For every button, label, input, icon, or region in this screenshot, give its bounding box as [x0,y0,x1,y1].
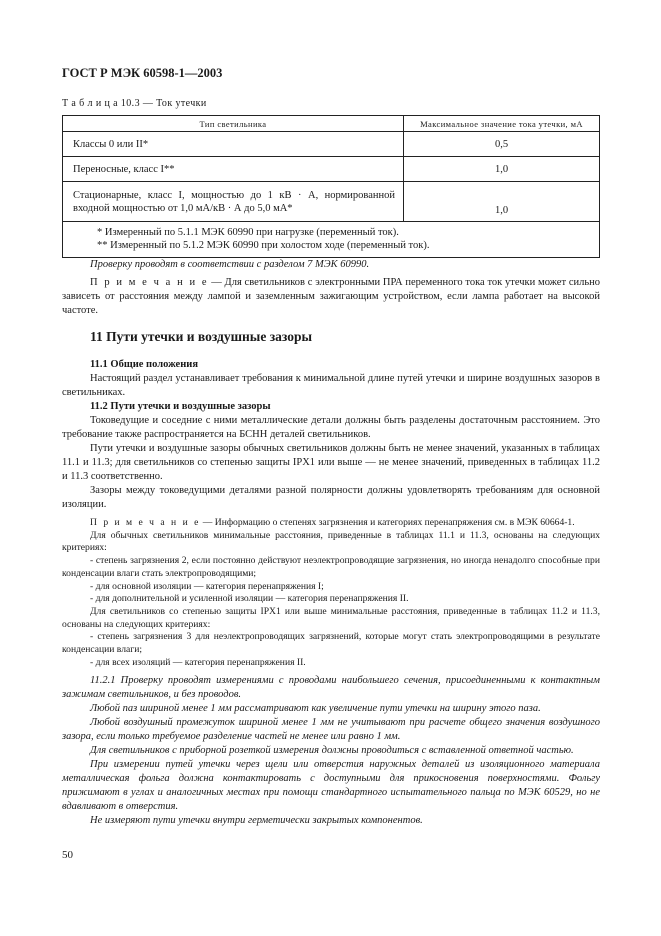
table-header-row [63,116,600,132]
paragraph: Любой паз шириной менее 1 мм рассматривают как увеличение пути утечки на ширину этого паза. [90,703,541,715]
row-value: 1,0 [404,182,600,222]
check-paragraph: Проверку проводят в соответствии с разделом 7 МЭК 60990. [90,259,370,270]
paragraph: Не измеряют пути утечки внутри герметически закрытых компонентов. [90,815,423,827]
row-type: Классы 0 или II* [63,132,404,157]
row-type: Стационарные, класс I, мощностью до 1 кВ · А, нормированной входной мощностью от 1,0 мА/кВ · А до 5,0 мА* [63,182,404,222]
paragraph: - степень загрязнения 3 для неэлектропроводящих загрязнений, которые могут стать электропроводящими в результате конденсации влаги; [62,631,600,656]
paragraph: Токоведущие и соседние с ними металлические детали должны быть разделены достаточным расстоянием. Это требование также распространяется на БСНН деталей светильников. [62,415,600,440]
notes-block [62,517,600,669]
paragraph: Для обычных светильников минимальные расстояния, приведенные в таблицах 11.1 и 11.3, основаны на следующих критериях: [62,529,600,554]
table-caption-text: 10.3 — Ток утечки [120,98,207,109]
row-value: 1,0 [404,157,600,182]
paragraph: Любой воздушный промежуток шириной менее 1 мм не учитывают при расчете общего значения воздушного зазора, если только требуемое разделение частей не менее или равно 1 мм. [62,717,600,743]
note-paragraph [62,276,600,318]
table-footnotes-row [63,222,600,258]
note-text: — Для светильников с электронными ПРА переменного тока ток утечки может сильно зависеть от расстояния между лампой и заземленным зажигающим устройством, если лампа работает на высокой частоте. [62,277,600,316]
page-number: 50 [62,849,73,861]
paragraph: Зазоры между токоведущими деталями разной полярности должны удовлетворять требованиям для основной изоляции. [62,485,600,510]
document-header: ГОСТ Р МЭК 60598-1—2003 [62,66,223,80]
paragraph: - степень загрязнения 2, если постоянно действуют неэлектропроводящие загрязнения, но иногда ненадолго способные при конденсации влаги стать электропроводящими; [62,555,600,579]
note-paragraph [62,517,600,530]
table-caption-label: Т а б л и ц а [62,98,118,109]
paragraph: - для основной изоляции — категория перенапряжения I; [90,580,324,592]
footnote-2: ** Измеренный по 5.1.2 МЭК 60990 при холостом ходе (переменный ток). [97,240,430,251]
table-footnotes [63,222,600,258]
paragraph: - для дополнительной и усиленной изоляции — категория перенапряжения II. [90,593,409,605]
table-caption [62,98,207,109]
row-type: Переносные, класс I** [63,157,404,182]
col-type-header: Тип светильника [63,116,404,132]
italic-block [62,674,600,828]
table-row [63,132,600,157]
subsection-title: 11.1 Общие положения [90,359,198,370]
paragraph: Для светильников с приборной розеткой измерения должны проводиться с вставленной ответной частью. [90,745,574,757]
paragraph: 11.2.1 Проверку проводят измерениями с проводами наибольшего сечения, присоединенными к контактным зажимам светильников, и без проводов. [62,675,600,701]
table-row [63,157,600,182]
document-body [62,258,600,828]
note-label: П р и м е ч а н и е [90,517,201,528]
row-value: 0,5 [404,132,600,157]
paragraph: Пути утечки и воздушные зазоры обычных светильников должны быть не менее значений, указанных в таблицах 11.1 и 11.3; для светильников со степенью защиты IPX1 или выше — не менее значений, приведенных в таблицах 11.2 и 11.3 соответственно. [62,443,600,482]
note-text: — Информацию о степенях загрязнения и категориях перенапряжения см. в МЭК 60664-1. [200,517,575,528]
table-row [63,182,600,222]
paragraph: Для светильников со степенью защиты IPX1 или выше минимальные расстояния, приведенные в таблицах 11.2 и 11.3, основаны на следующих критериях: [62,605,600,630]
footnote-1: * Измеренный по 5.1.1 МЭК 60990 при нагрузке (переменный ток). [97,227,399,238]
note-label: П р и м е ч а н и е [90,277,209,288]
paragraph: При измерении путей утечки через щели или отверстия наружных деталей из изоляционного материала металлическая фольга должна контактировать с доступными для прикосновения поверхностями. Фольгу прижимают в углах и аналогичных местах при помощи стандартного испытательного пальца по МЭК 60529, но не вдавливают в отверстия. [62,759,600,813]
paragraph: - для всех изоляций — категория перенапряжения II. [90,656,306,668]
subsection-title: 11.2 Пути утечки и воздушные зазоры [90,401,271,412]
col-max-current-header: Максимальное значение тока утечки, мА [404,116,600,132]
paragraph: Настоящий раздел устанавливает требования к минимальной длине путей утечки и ширине воздушных зазоров в светильниках. [62,373,600,398]
leakage-current-table [62,115,600,258]
section-title: 11 Пути утечки и воздушные зазоры [90,329,313,344]
